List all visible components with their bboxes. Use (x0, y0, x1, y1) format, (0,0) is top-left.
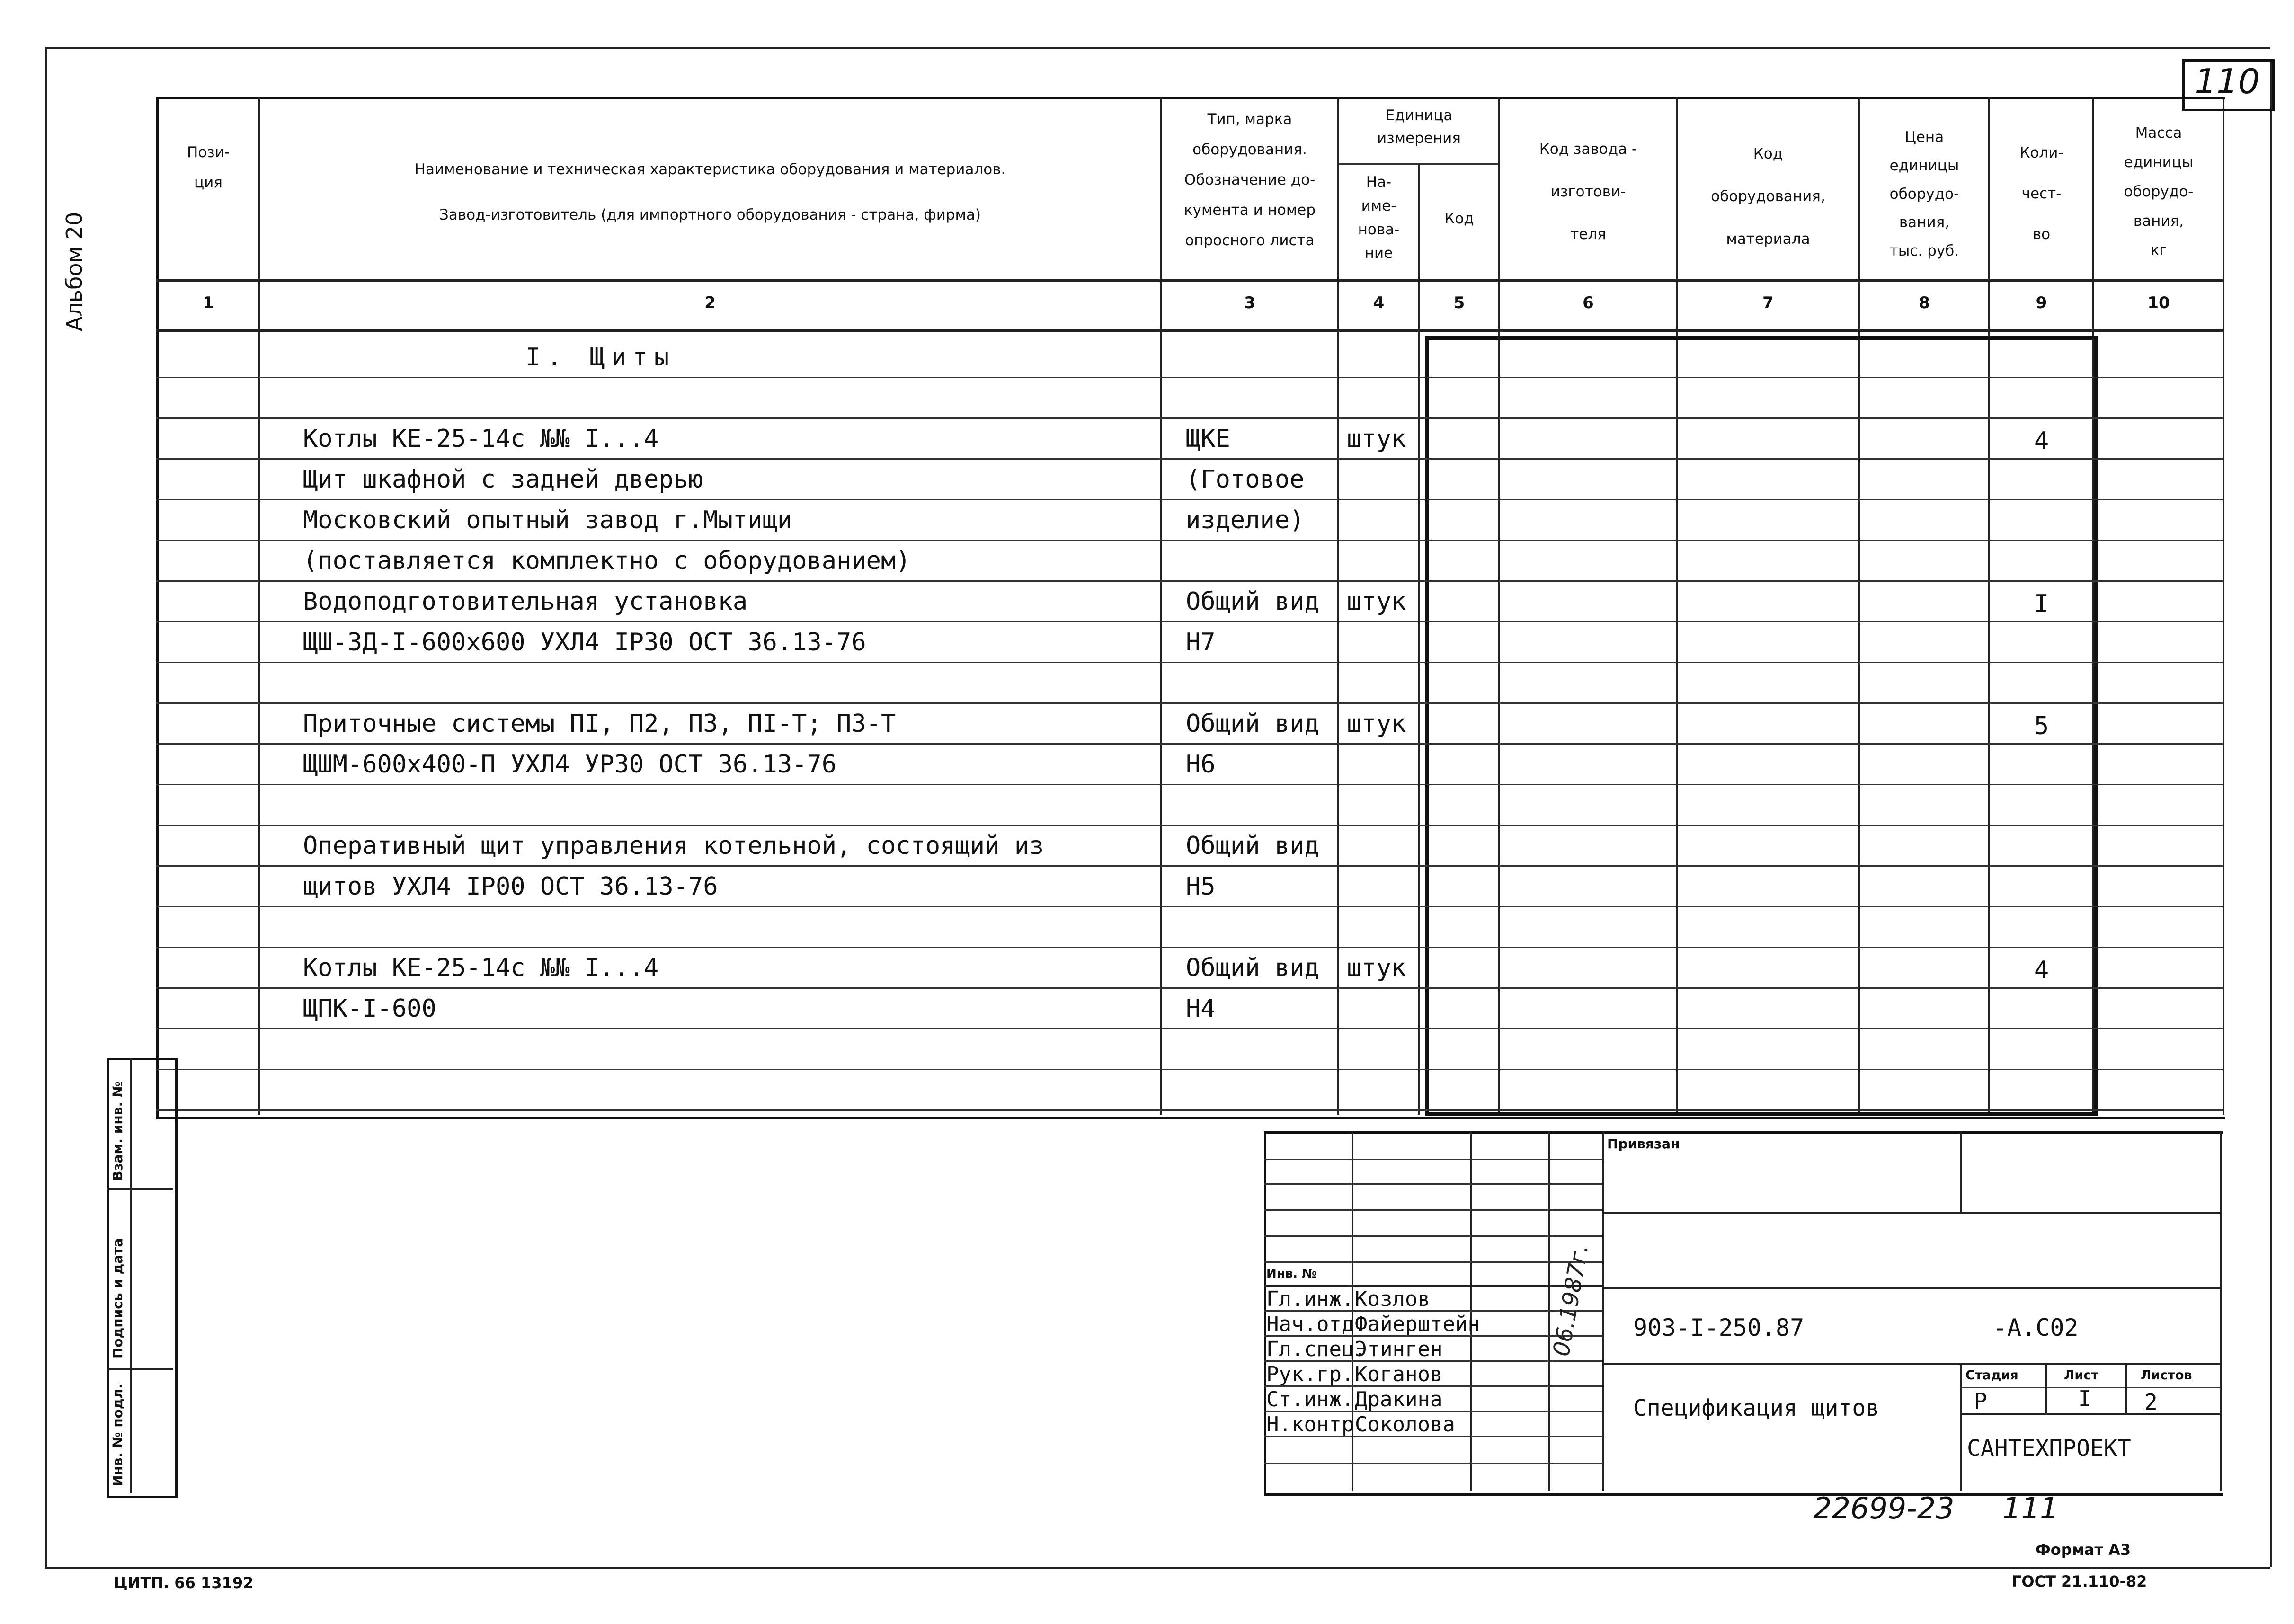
row-type: Н4 (1186, 994, 1216, 1023)
row-quantity: 5 (2034, 712, 2049, 740)
row-type: Общий вид (1186, 832, 1319, 860)
signature-name: Козлов (1355, 1287, 1430, 1311)
doc-suffix: -А.С02 (1993, 1314, 2079, 1341)
sheets-label: Листов (2141, 1368, 2192, 1383)
header-pos: Пози- ция (187, 144, 230, 191)
inventory-number: 22699-23 (1813, 1491, 1955, 1526)
signature-name: Соколова (1355, 1412, 1455, 1437)
row-separator (156, 1028, 2223, 1029)
colnum-3: 3 (1244, 293, 1255, 312)
row-name: ЩПК-I-600 (303, 994, 436, 1023)
frame-bottom (45, 1567, 2270, 1569)
header-type: Тип, марка оборудования. Обозначение до- кумента и номер опросного листа (1183, 111, 1316, 249)
header-unit-code: Код (1444, 210, 1474, 227)
row-name: ЩШМ-600х400-П УХЛ4 УР30 ОСТ 36.13-76 (303, 750, 837, 779)
signature-name: Этинген (1355, 1337, 1443, 1361)
row-separator (156, 377, 2223, 378)
signature-role: Ст.инж. (1266, 1387, 1354, 1411)
frame-right (2270, 62, 2272, 1567)
colnum-6: 6 (1583, 293, 1594, 312)
signature-role: Н.контр. (1266, 1412, 1367, 1437)
colnum-8: 8 (1919, 293, 1930, 312)
row-name: (поставляется комплектно с оборудованием) (303, 547, 911, 575)
row-type: Общий вид (1186, 954, 1319, 982)
row-separator (156, 499, 2223, 500)
colnum-4: 4 (1373, 293, 1385, 312)
top-sheet-number: 110 (2195, 62, 2260, 101)
row-unit: штук (1347, 425, 1406, 453)
row-separator (156, 1109, 2223, 1111)
header-unit-group: Единица измерения (1377, 107, 1461, 147)
signature-name: Файерштейн (1355, 1312, 1480, 1336)
row-separator (156, 662, 2223, 663)
signature-role: Рук.гр. (1266, 1362, 1354, 1386)
header-qty: Коли- чест- во (2019, 144, 2063, 243)
row-unit: штук (1347, 587, 1406, 616)
header-mass: Масса единицы оборудо- вания, кг (2124, 124, 2194, 259)
row-separator (156, 458, 2223, 460)
colnum-5: 5 (1453, 293, 1465, 312)
sheet-value: I (2078, 1386, 2091, 1411)
colnum-2: 2 (704, 293, 716, 312)
signature-role: Нач.отд. (1266, 1312, 1367, 1336)
header-price: Цена единицы оборудо- вания, тыс. руб. (1889, 129, 1959, 259)
frame-top (45, 47, 2270, 49)
row-separator (156, 947, 2223, 948)
signature-name: Дракина (1355, 1387, 1443, 1411)
row-separator (156, 540, 2223, 541)
row-name: щитов УХЛ4 IР00 ОСТ 36.13-76 (303, 872, 718, 901)
row-quantity: 4 (2034, 427, 2049, 455)
row-name: Приточные системы ПI, П2, П3, ПI-Т; П3-Т (303, 710, 896, 738)
row-separator (156, 825, 2223, 826)
side-stamp-inv-podl: Инв. № подл. (110, 1384, 125, 1486)
side-stamp-vzam: Взам. инв. № (110, 1081, 125, 1181)
row-name: ЩШ-ЗД-I-600х600 УХЛ4 IР30 ОСТ 36.13-76 (303, 628, 866, 657)
colnum-10: 10 (2147, 293, 2170, 312)
signature-role: Гл.инж. (1266, 1287, 1354, 1311)
doc-code: 903-I-250.87 (1633, 1314, 1805, 1341)
row-separator (156, 987, 2223, 989)
row-separator (156, 743, 2223, 745)
gost-label: ГОСТ 21.110-82 (2012, 1572, 2147, 1590)
header-bottom-line (156, 279, 2223, 282)
format-label: Формат А3 (2036, 1541, 2131, 1559)
stage-label: Стадия (1965, 1368, 2018, 1383)
row-name: Котлы КЕ-25-14с №№ I...4 (303, 425, 659, 453)
row-separator (156, 580, 2223, 582)
row-name: Котлы КЕ-25-14с №№ I...4 (303, 954, 659, 982)
row-separator (156, 621, 2223, 622)
row-unit: штук (1347, 954, 1406, 982)
row-name: Щит шкафной с задней дверью (303, 465, 703, 494)
header-factory-code: Код завода - изготови- теля (1539, 141, 1637, 243)
row-separator (156, 417, 2223, 419)
header-name: Наименование и техническая характеристика оборудования и материалов. Завод-изготовитель (для импортного оборудования - страна, фирма) (414, 161, 1006, 223)
date-handwritten: 06.1987г. (1548, 1242, 1594, 1358)
signature-role: Гл.спец. (1266, 1337, 1367, 1361)
row-type: Общий вид (1186, 587, 1319, 616)
row-separator (156, 1069, 2223, 1070)
organization: САНТЕХПРОЕКТ (1967, 1435, 2131, 1462)
inventory-sheet: 111 (2002, 1491, 2059, 1526)
row-type: изделие) (1186, 506, 1305, 534)
signature-name: Коганов (1355, 1362, 1443, 1386)
row-type: ЩКЕ (1186, 425, 1230, 453)
row-quantity: I (2034, 590, 2049, 618)
colnum-bottom-line (156, 329, 2223, 332)
row-quantity: 4 (2034, 956, 2049, 985)
doc-title: Спецификация щитов (1633, 1395, 1880, 1421)
row-name: Московский опытный завод г.Мытищи (303, 506, 792, 534)
row-type: Н6 (1186, 750, 1216, 779)
row-type: Н5 (1186, 872, 1216, 901)
row-separator (156, 865, 2223, 867)
row-type: Н7 (1186, 628, 1216, 657)
side-stamp-signature: Подпись и дата (110, 1238, 125, 1358)
header-equip-code: Код оборудования, материала (1711, 145, 1825, 248)
inv-number-label: Инв. № (1266, 1267, 1317, 1281)
row-separator (156, 906, 2223, 907)
stage-value: Р (1974, 1388, 1987, 1414)
row-unit: штук (1347, 710, 1406, 738)
row-name: Водоподготовительная установка (303, 587, 748, 616)
colnum-1: 1 (203, 293, 214, 312)
sheets-value: 2 (2144, 1389, 2158, 1415)
row-type: Общий вид (1186, 710, 1319, 738)
row-separator (156, 784, 2223, 785)
left-code: ЦИТП. 66 13192 (114, 1574, 254, 1592)
frame-left (45, 47, 47, 1567)
row-separator (156, 702, 2223, 704)
colnum-7: 7 (1762, 293, 1774, 312)
row-name: Оперативный щит управления котельной, состоящий из (303, 832, 1044, 860)
header-unit-name: На- име- нова- ние (1358, 174, 1400, 262)
row-type: (Готовое (1186, 465, 1305, 494)
privyazan-label: Привязан (1607, 1136, 1680, 1152)
sheet-label: Лист (2064, 1368, 2098, 1383)
colnum-9: 9 (2036, 293, 2047, 312)
album-label: Альбом 20 (62, 212, 87, 331)
row-name: I. Щиты (525, 343, 676, 372)
